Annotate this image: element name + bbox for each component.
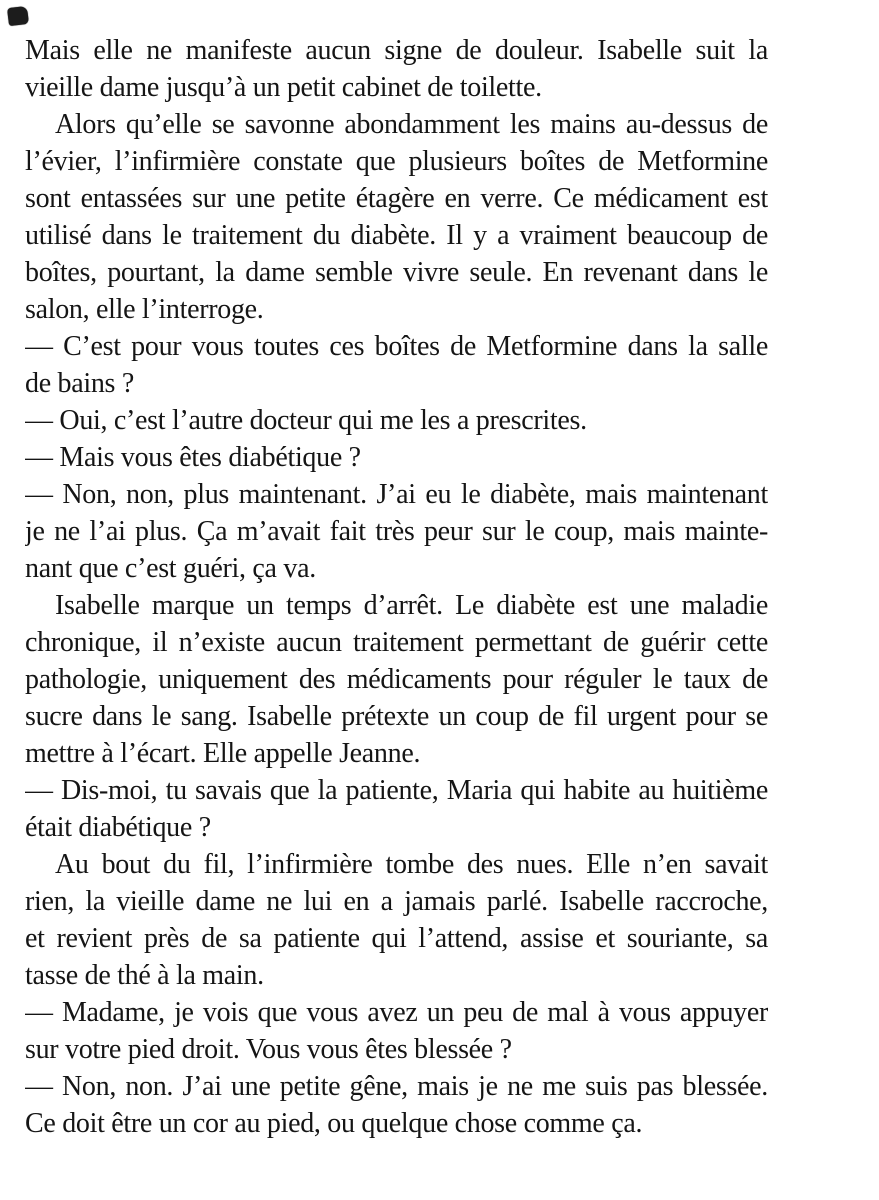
text-line: Isabelle marque un temps d’arrêt. Le diabète est une maladie [55, 590, 768, 621]
text-line: chronique, il n’existe aucun traitement permettant de guérir cette [25, 627, 768, 658]
text-line: — Mais vous êtes diabétique ? [25, 442, 361, 473]
text-line: — Madame, je vois que vous avez un peu de mal à vous appuyer [25, 997, 768, 1028]
text-line: salon, elle l’interroge. [25, 294, 264, 325]
text-line: de bains ? [25, 368, 134, 399]
text-line: — Non, non. J’ai une petite gêne, mais je ne me suis pas blessée. [25, 1071, 768, 1102]
text-line: — Non, non, plus maintenant. J’ai eu le diabète, mais maintenant [25, 479, 768, 510]
text-line: nant que c’est guéri, ça va. [25, 553, 316, 584]
page-text-block [25, 32, 768, 1142]
text-line: Ce doit être un cor au pied, ou quelque chose comme ça. [25, 1108, 643, 1139]
text-line: rien, la vieille dame ne lui en a jamais parlé. Isabelle raccroche, [25, 886, 768, 917]
text-line: je ne l’ai plus. Ça m’avait fait très peur sur le coup, mais mainte- [25, 516, 768, 547]
text-line: et revient près de sa patiente qui l’attend, assise et souriante, sa [25, 923, 768, 954]
text-line: l’évier, l’infirmière constate que plusieurs boîtes de Metformine [25, 146, 768, 177]
text-line: mettre à l’écart. Elle appelle Jeanne. [25, 738, 421, 769]
text-line: sont entassées sur une petite étagère en verre. Ce médicament est [25, 183, 768, 214]
text-line: Au bout du fil, l’infirmière tombe des nues. Elle n’en savait [55, 849, 768, 880]
text-line: sur votre pied droit. Vous vous êtes blessée ? [25, 1034, 512, 1065]
text-line: — Oui, c’est l’autre docteur qui me les a prescrites. [25, 405, 587, 436]
ink-smudge [7, 6, 29, 26]
text-line: Alors qu’elle se savonne abondamment les mains au-dessus de [55, 109, 768, 140]
text-line: était diabétique ? [25, 812, 211, 843]
text-line: — C’est pour vous toutes ces boîtes de Metformine dans la salle [25, 331, 768, 362]
text-line: sucre dans le sang. Isabelle prétexte un coup de fil urgent pour se [25, 701, 768, 732]
text-line: — Dis-moi, tu savais que la patiente, Maria qui habite au huitième [25, 775, 768, 806]
text-line: tasse de thé à la main. [25, 960, 264, 991]
text-line: boîtes, pourtant, la dame semble vivre seule. En revenant dans le [25, 257, 768, 288]
text-line: Mais elle ne manifeste aucun signe de douleur. Isabelle suit la [25, 35, 768, 66]
text-line: vieille dame jusqu’à un petit cabinet de toilette. [25, 72, 542, 103]
text-line: pathologie, uniquement des médicaments pour réguler le taux de [25, 664, 768, 695]
text-line: utilisé dans le traitement du diabète. Il y a vraiment beaucoup de [25, 220, 768, 251]
